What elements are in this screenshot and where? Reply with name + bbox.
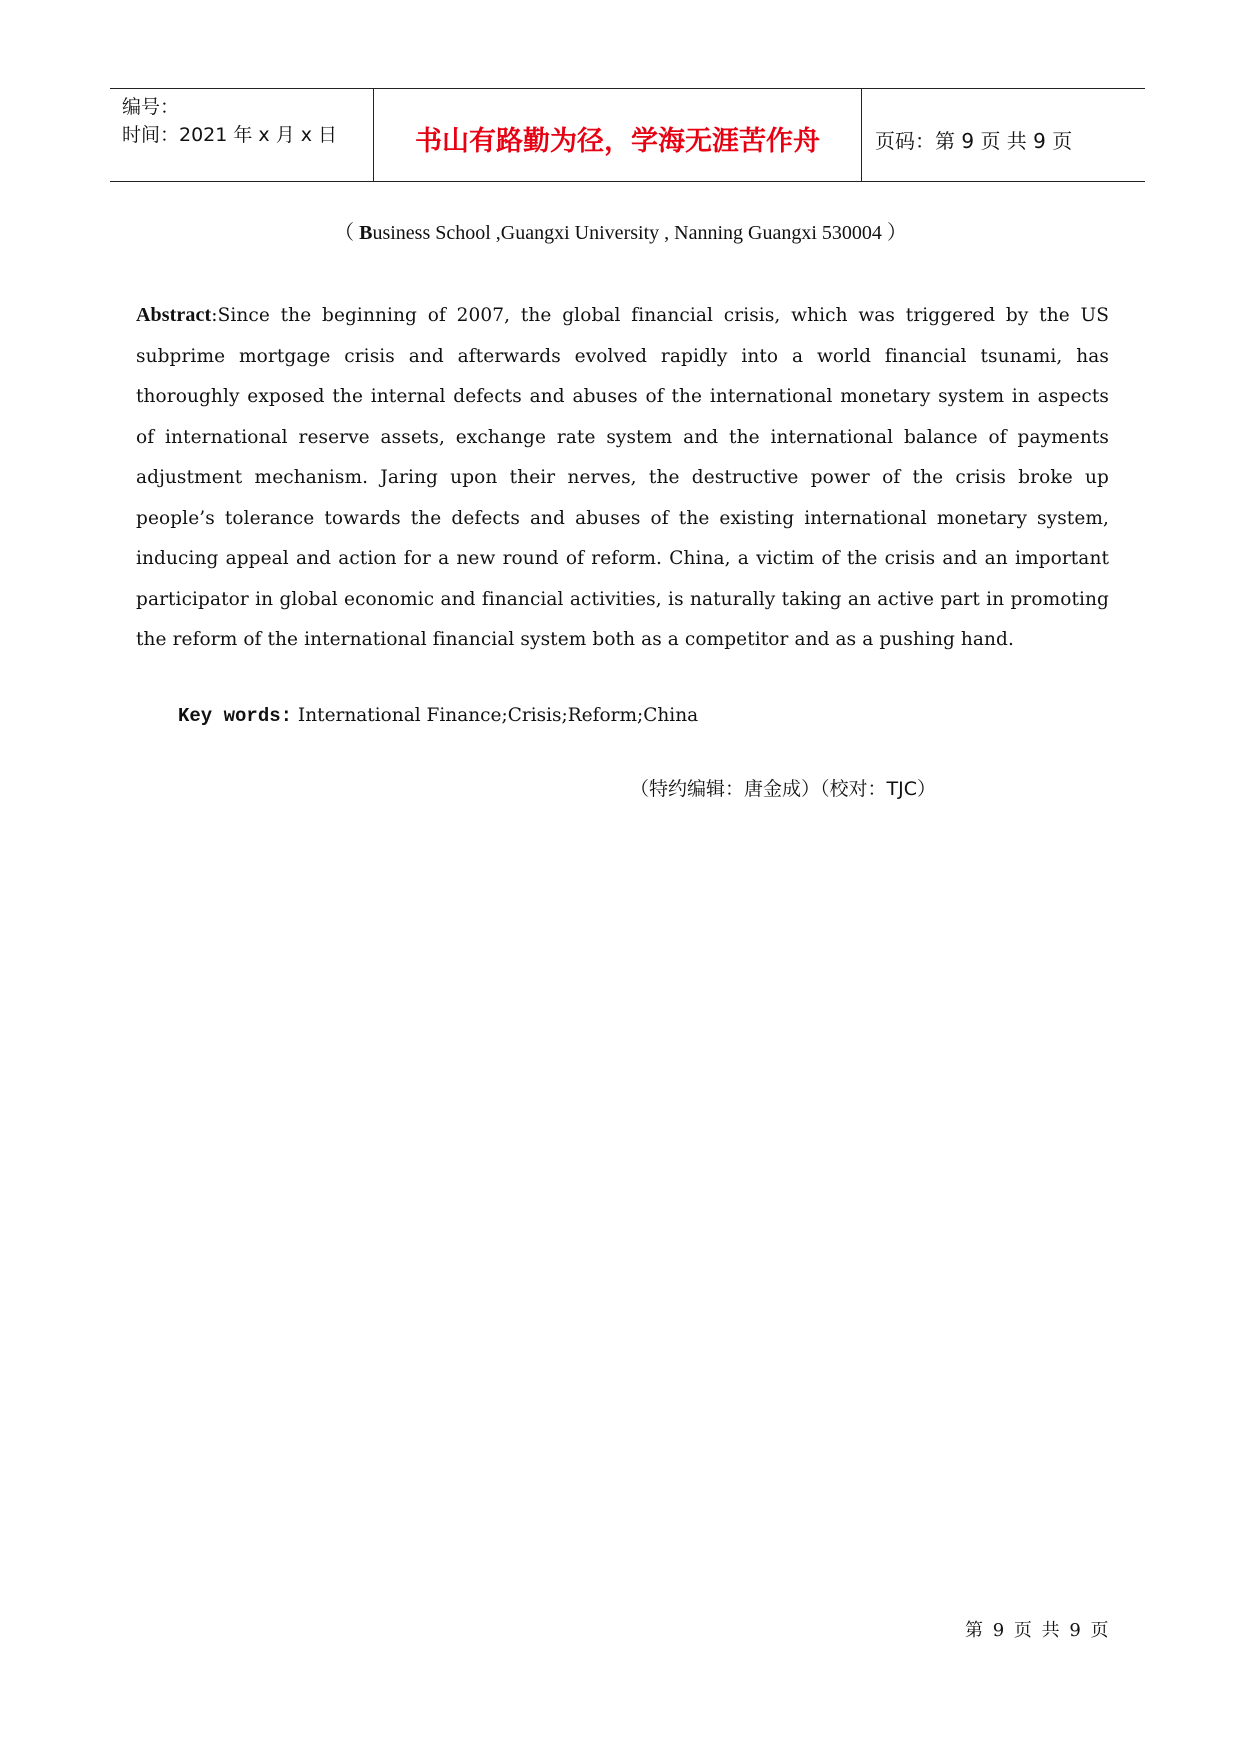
document-header [110, 88, 1145, 182]
header-page-cell [862, 89, 1145, 181]
document-number-label: 编号： [122, 96, 180, 118]
affiliation-initial: B [359, 222, 373, 244]
keywords-label: Key words: [178, 705, 293, 727]
abstract-text: :Since the beginning of 2007, the global financial crisis, which was triggered by the US subprime mortgage crisis and afterwards evolved rapidly into a world financial tsunami, has thoroughly exposed the internal defects and abuses of the international monetary system in aspects of international reserve assets, exchange rate system and the international balance of payments adjustment mechanism. Jaring upon their nerves, the destructive power of the crisis broke up people’s tolerance towards the defects and abuses of the existing international monetary system, inducing appeal and action for a new round of reform. China, a victim of the crisis and an important participator in global economic and financial activities, is naturally taking an active part in promoting the reform of the international financial system both as a competitor and as a pushing hand. [136, 305, 1109, 650]
abstract-label: Abstract [136, 304, 212, 326]
affiliation-close-paren: ） [886, 222, 907, 244]
abstract-paragraph [136, 295, 1109, 661]
header-motto: 书山有路勤为径，学海无涯苦作舟 [415, 125, 820, 157]
affiliation-open-paren: （ [334, 222, 360, 244]
header-meta-cell [110, 89, 374, 181]
page-footer: 第 9 页 共 9 页 [965, 1620, 1111, 1641]
editor-note: （特约编辑：唐金成）（校对：TJC） [630, 778, 936, 800]
header-motto-cell [374, 89, 862, 181]
keywords-line [178, 698, 698, 734]
affiliation-text: usiness School ,Guangxi University , Nanning Guangxi 530004 [372, 222, 887, 244]
keywords-text: International Finance;Crisis;Reform;China [292, 705, 699, 726]
document-date: 时间：2021 年 x 月 x 日 [122, 124, 338, 146]
header-page-number: 页码：第 9 页 共 9 页 [875, 128, 1073, 153]
author-affiliation [0, 216, 1241, 245]
